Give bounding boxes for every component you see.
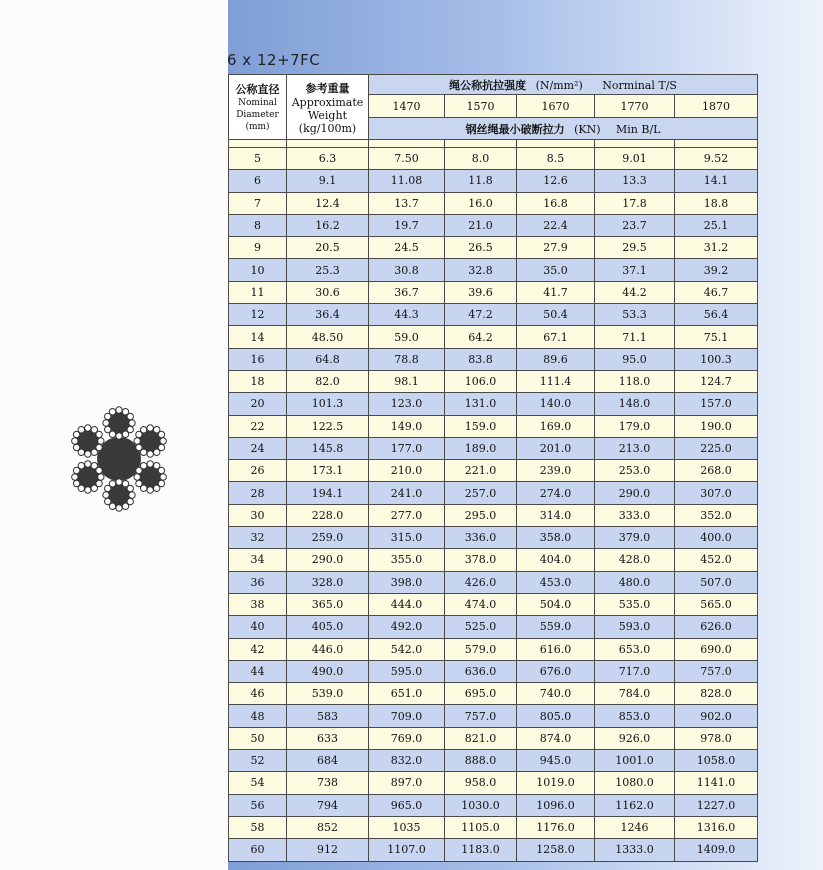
breaking-load-cell: 46.7 bbox=[675, 281, 758, 303]
weight-cell: 405.0 bbox=[287, 616, 369, 638]
table-row bbox=[229, 348, 758, 370]
weight-cell: 794 bbox=[287, 794, 369, 816]
breaking-load-cell: 13.3 bbox=[595, 170, 675, 192]
breaking-load-cell: 1035 bbox=[369, 816, 445, 838]
breaking-load-cell: 965.0 bbox=[369, 794, 445, 816]
diameter-cell: 10 bbox=[229, 259, 287, 281]
breaking-load-cell: 30.8 bbox=[369, 259, 445, 281]
breaking-load-cell: 1258.0 bbox=[517, 839, 595, 861]
breaking-load-cell: 95.0 bbox=[595, 348, 675, 370]
weight-cell: 64.8 bbox=[287, 348, 369, 370]
weight-cell: 30.6 bbox=[287, 281, 369, 303]
weight-cell: 490.0 bbox=[287, 660, 369, 682]
weight-cell: 684 bbox=[287, 750, 369, 772]
breaking-load-cell: 1176.0 bbox=[517, 816, 595, 838]
breaking-load-cell: 1107.0 bbox=[369, 839, 445, 861]
breaking-load-cell: 832.0 bbox=[369, 750, 445, 772]
weight-cell: 6.3 bbox=[287, 148, 369, 170]
breaking-load-cell: 213.0 bbox=[595, 437, 675, 459]
breaking-load-cell: 21.0 bbox=[445, 214, 517, 236]
breaking-load-cell: 400.0 bbox=[675, 527, 758, 549]
weight-cell: 36.4 bbox=[287, 304, 369, 326]
breaking-load-cell: 123.0 bbox=[369, 393, 445, 415]
diameter-header-cn: 公称直径 bbox=[235, 83, 280, 96]
breaking-load-cell: 828.0 bbox=[675, 683, 758, 705]
breaking-load-cell: 314.0 bbox=[517, 504, 595, 526]
breaking-load-cell: 1316.0 bbox=[675, 816, 758, 838]
table-row bbox=[229, 593, 758, 615]
breaking-load-unit: (KN) bbox=[574, 122, 601, 136]
weight-cell: 365.0 bbox=[287, 593, 369, 615]
breaking-load-cell: 31.2 bbox=[675, 237, 758, 259]
diameter-cell: 30 bbox=[229, 504, 287, 526]
breaking-load-cell: 11.8 bbox=[445, 170, 517, 192]
breaking-load-cell: 695.0 bbox=[445, 683, 517, 705]
breaking-load-cell: 14.1 bbox=[675, 170, 758, 192]
breaking-load-cell: 453.0 bbox=[517, 571, 595, 593]
breaking-load-cell: 784.0 bbox=[595, 683, 675, 705]
diameter-cell: 34 bbox=[229, 549, 287, 571]
table-row bbox=[229, 683, 758, 705]
weight-cell: 194.1 bbox=[287, 482, 369, 504]
breaking-load-cell: 9.52 bbox=[675, 148, 758, 170]
breaking-load-cell: 118.0 bbox=[595, 370, 675, 392]
diameter-cell: 36 bbox=[229, 571, 287, 593]
diameter-cell: 22 bbox=[229, 415, 287, 437]
table-row bbox=[229, 415, 758, 437]
weight-cell: 16.2 bbox=[287, 214, 369, 236]
breaking-load-cell: 111.4 bbox=[517, 370, 595, 392]
table-row bbox=[229, 616, 758, 638]
breaking-load-cell: 1227.0 bbox=[675, 794, 758, 816]
breaking-load-cell: 1141.0 bbox=[675, 772, 758, 794]
breaking-load-cell: 277.0 bbox=[369, 504, 445, 526]
breaking-load-cell: 190.0 bbox=[675, 415, 758, 437]
breaking-load-cell: 39.2 bbox=[675, 259, 758, 281]
diameter-cell: 40 bbox=[229, 616, 287, 638]
breaking-load-cell: 225.0 bbox=[675, 437, 758, 459]
breaking-load-cell: 535.0 bbox=[595, 593, 675, 615]
breaking-load-cell: 504.0 bbox=[517, 593, 595, 615]
breaking-load-cell: 23.7 bbox=[595, 214, 675, 236]
table-row bbox=[229, 393, 758, 415]
weight-cell: 912 bbox=[287, 839, 369, 861]
weight-cell: 173.1 bbox=[287, 460, 369, 482]
breaking-load-cell: 67.1 bbox=[517, 326, 595, 348]
table-row bbox=[229, 660, 758, 682]
breaking-load-cell: 480.0 bbox=[595, 571, 675, 593]
breaking-load-cell: 18.8 bbox=[675, 192, 758, 214]
strength-header-unit: (N/mm²) bbox=[535, 78, 583, 92]
breaking-load-cell: 124.7 bbox=[675, 370, 758, 392]
breaking-load-cell: 492.0 bbox=[369, 616, 445, 638]
breaking-load-cell: 148.0 bbox=[595, 393, 675, 415]
breaking-load-cell: 106.0 bbox=[445, 370, 517, 392]
breaking-load-cell: 64.2 bbox=[445, 326, 517, 348]
grade-1470: 1470 bbox=[369, 95, 445, 118]
breaking-load-cell: 616.0 bbox=[517, 638, 595, 660]
breaking-load-cell: 8.5 bbox=[517, 148, 595, 170]
diameter-cell: 54 bbox=[229, 772, 287, 794]
breaking-load-cell: 358.0 bbox=[517, 527, 595, 549]
breaking-load-cell: 201.0 bbox=[517, 437, 595, 459]
breaking-load-cell: 333.0 bbox=[595, 504, 675, 526]
table-row bbox=[229, 259, 758, 281]
breaking-load-cell: 17.8 bbox=[595, 192, 675, 214]
weight-cell: 259.0 bbox=[287, 527, 369, 549]
breaking-load-cell: 9.01 bbox=[595, 148, 675, 170]
breaking-load-cell: 651.0 bbox=[369, 683, 445, 705]
weight-header-unit: (kg/100m) bbox=[298, 121, 357, 135]
diameter-cell: 28 bbox=[229, 482, 287, 504]
breaking-load-cell: 75.1 bbox=[675, 326, 758, 348]
grade-1670: 1670 bbox=[517, 95, 595, 118]
weight-header-en1: Approximate bbox=[291, 95, 364, 109]
breaking-load-cell: 13.7 bbox=[369, 192, 445, 214]
diameter-cell: 6 bbox=[229, 170, 287, 192]
breaking-load-cell: 50.4 bbox=[517, 304, 595, 326]
diameter-cell: 26 bbox=[229, 460, 287, 482]
breaking-load-cell: 11.08 bbox=[369, 170, 445, 192]
breaking-load-cell: 1030.0 bbox=[445, 794, 517, 816]
table-row bbox=[229, 527, 758, 549]
breaking-load-cell: 404.0 bbox=[517, 549, 595, 571]
diameter-header bbox=[229, 75, 287, 140]
weight-cell: 539.0 bbox=[287, 683, 369, 705]
breaking-load-cell: 210.0 bbox=[369, 460, 445, 482]
breaking-load-cell: 709.0 bbox=[369, 705, 445, 727]
breaking-load-cell: 336.0 bbox=[445, 527, 517, 549]
breaking-load-cell: 169.0 bbox=[517, 415, 595, 437]
diameter-cell: 38 bbox=[229, 593, 287, 615]
breaking-load-cell: 241.0 bbox=[369, 482, 445, 504]
breaking-load-cn: 钢丝绳最小破断拉力 bbox=[465, 122, 565, 136]
breaking-load-cell: 653.0 bbox=[595, 638, 675, 660]
breaking-load-cell: 221.0 bbox=[445, 460, 517, 482]
table-row bbox=[229, 304, 758, 326]
breaking-load-cell: 7.50 bbox=[369, 148, 445, 170]
weight-cell: 82.0 bbox=[287, 370, 369, 392]
breaking-load-cell: 1001.0 bbox=[595, 750, 675, 772]
breaking-load-cell: 945.0 bbox=[517, 750, 595, 772]
weight-header-en2: Weight bbox=[308, 108, 347, 122]
breaking-load-cell: 1105.0 bbox=[445, 816, 517, 838]
breaking-load-cell: 565.0 bbox=[675, 593, 758, 615]
breaking-load-cell: 902.0 bbox=[675, 705, 758, 727]
breaking-load-cell: 315.0 bbox=[369, 527, 445, 549]
weight-cell: 228.0 bbox=[287, 504, 369, 526]
breaking-load-cell: 1409.0 bbox=[675, 839, 758, 861]
strength-header bbox=[369, 75, 758, 95]
diameter-cell: 42 bbox=[229, 638, 287, 660]
weight-cell: 633 bbox=[287, 727, 369, 749]
breaking-load-cell: 717.0 bbox=[595, 660, 675, 682]
table-row bbox=[229, 727, 758, 749]
breaking-load-cell: 44.3 bbox=[369, 304, 445, 326]
diameter-cell: 24 bbox=[229, 437, 287, 459]
breaking-load-cell: 542.0 bbox=[369, 638, 445, 660]
breaking-load-cell: 757.0 bbox=[445, 705, 517, 727]
weight-cell: 48.50 bbox=[287, 326, 369, 348]
breaking-load-cell: 71.1 bbox=[595, 326, 675, 348]
breaking-load-cell: 29.5 bbox=[595, 237, 675, 259]
breaking-load-cell: 1019.0 bbox=[517, 772, 595, 794]
breaking-load-cell: 78.8 bbox=[369, 348, 445, 370]
breaking-load-en: Min B/L bbox=[616, 122, 661, 136]
weight-cell: 122.5 bbox=[287, 415, 369, 437]
breaking-load-cell: 26.5 bbox=[445, 237, 517, 259]
weight-cell: 101.3 bbox=[287, 393, 369, 415]
diameter-cell: 20 bbox=[229, 393, 287, 415]
breaking-load-cell: 253.0 bbox=[595, 460, 675, 482]
diameter-cell: 16 bbox=[229, 348, 287, 370]
breaking-load-cell: 140.0 bbox=[517, 393, 595, 415]
table-row bbox=[229, 281, 758, 303]
strength-header-cn: 绳公称抗拉强度 bbox=[449, 78, 527, 92]
table-row bbox=[229, 370, 758, 392]
breaking-load-cell: 874.0 bbox=[517, 727, 595, 749]
breaking-load-cell: 355.0 bbox=[369, 549, 445, 571]
diameter-cell: 9 bbox=[229, 237, 287, 259]
diameter-cell: 5 bbox=[229, 148, 287, 170]
diameter-header-unit: (mm) bbox=[245, 122, 270, 132]
breaking-load-cell: 626.0 bbox=[675, 616, 758, 638]
breaking-load-cell: 1162.0 bbox=[595, 794, 675, 816]
breaking-load-cell: 525.0 bbox=[445, 616, 517, 638]
table-row bbox=[229, 571, 758, 593]
table-row bbox=[229, 750, 758, 772]
breaking-load-cell: 59.0 bbox=[369, 326, 445, 348]
diameter-cell: 12 bbox=[229, 304, 287, 326]
breaking-load-cell: 36.7 bbox=[369, 281, 445, 303]
breaking-load-cell: 444.0 bbox=[369, 593, 445, 615]
breaking-load-cell: 690.0 bbox=[675, 638, 758, 660]
breaking-load-cell: 100.3 bbox=[675, 348, 758, 370]
diameter-cell: 46 bbox=[229, 683, 287, 705]
breaking-load-cell: 757.0 bbox=[675, 660, 758, 682]
breaking-load-cell: 307.0 bbox=[675, 482, 758, 504]
diameter-cell: 8 bbox=[229, 214, 287, 236]
breaking-load-cell: 159.0 bbox=[445, 415, 517, 437]
table-row bbox=[229, 482, 758, 504]
breaking-load-cell: 676.0 bbox=[517, 660, 595, 682]
table-row bbox=[229, 148, 758, 170]
breaking-load-cell: 853.0 bbox=[595, 705, 675, 727]
breaking-load-cell: 559.0 bbox=[517, 616, 595, 638]
table-row bbox=[229, 437, 758, 459]
table-row bbox=[229, 170, 758, 192]
breaking-load-cell: 35.0 bbox=[517, 259, 595, 281]
breaking-load-cell: 1246 bbox=[595, 816, 675, 838]
breaking-load-cell: 27.9 bbox=[517, 237, 595, 259]
breaking-load-cell: 926.0 bbox=[595, 727, 675, 749]
breaking-load-cell: 268.0 bbox=[675, 460, 758, 482]
table-row bbox=[229, 549, 758, 571]
table-row bbox=[229, 504, 758, 526]
diameter-cell: 11 bbox=[229, 281, 287, 303]
breaking-load-cell: 398.0 bbox=[369, 571, 445, 593]
table-row bbox=[229, 794, 758, 816]
table-row bbox=[229, 460, 758, 482]
weight-cell: 446.0 bbox=[287, 638, 369, 660]
breaking-load-cell: 821.0 bbox=[445, 727, 517, 749]
grade-1870: 1870 bbox=[675, 95, 758, 118]
breaking-load-cell: 579.0 bbox=[445, 638, 517, 660]
breaking-load-cell: 179.0 bbox=[595, 415, 675, 437]
weight-header bbox=[287, 75, 369, 140]
breaking-load-cell: 157.0 bbox=[675, 393, 758, 415]
diameter-cell: 58 bbox=[229, 816, 287, 838]
breaking-load-cell: 89.6 bbox=[517, 348, 595, 370]
breaking-load-cell: 769.0 bbox=[369, 727, 445, 749]
rope-construction-title: 6 x 12+7FC bbox=[227, 51, 321, 69]
wire-rope-cross-section-icon bbox=[66, 406, 172, 512]
breaking-load-cell: 37.1 bbox=[595, 259, 675, 281]
breaking-load-cell: 805.0 bbox=[517, 705, 595, 727]
breaking-load-cell: 19.7 bbox=[369, 214, 445, 236]
breaking-load-cell: 426.0 bbox=[445, 571, 517, 593]
breaking-load-cell: 149.0 bbox=[369, 415, 445, 437]
breaking-load-cell: 474.0 bbox=[445, 593, 517, 615]
table-row bbox=[229, 816, 758, 838]
table-row bbox=[229, 237, 758, 259]
breaking-load-cell: 595.0 bbox=[369, 660, 445, 682]
weight-cell: 9.1 bbox=[287, 170, 369, 192]
weight-cell: 145.8 bbox=[287, 437, 369, 459]
breaking-load-cell: 22.4 bbox=[517, 214, 595, 236]
breaking-load-cell: 897.0 bbox=[369, 772, 445, 794]
weight-cell: 328.0 bbox=[287, 571, 369, 593]
diameter-header-en1: Nominal bbox=[238, 98, 277, 108]
breaking-load-cell: 978.0 bbox=[675, 727, 758, 749]
table-row bbox=[229, 772, 758, 794]
strength-header-en: Norminal T/S bbox=[602, 78, 677, 92]
breaking-load-cell: 1058.0 bbox=[675, 750, 758, 772]
diameter-cell: 44 bbox=[229, 660, 287, 682]
table-row bbox=[229, 326, 758, 348]
weight-cell: 20.5 bbox=[287, 237, 369, 259]
breaking-load-cell: 44.2 bbox=[595, 281, 675, 303]
breaking-load-cell: 257.0 bbox=[445, 482, 517, 504]
table-row bbox=[229, 192, 758, 214]
breaking-load-cell: 131.0 bbox=[445, 393, 517, 415]
diameter-cell: 56 bbox=[229, 794, 287, 816]
breaking-load-cell: 452.0 bbox=[675, 549, 758, 571]
diameter-cell: 50 bbox=[229, 727, 287, 749]
breaking-load-cell: 83.8 bbox=[445, 348, 517, 370]
breaking-load-cell: 47.2 bbox=[445, 304, 517, 326]
diameter-cell: 14 bbox=[229, 326, 287, 348]
rope-spec-table bbox=[228, 74, 758, 862]
breaking-load-cell: 378.0 bbox=[445, 549, 517, 571]
breaking-load-cell: 274.0 bbox=[517, 482, 595, 504]
weight-header-cn: 参考重量 bbox=[305, 81, 350, 95]
weight-cell: 290.0 bbox=[287, 549, 369, 571]
diameter-header-en2: Diameter bbox=[236, 110, 279, 120]
breaking-load-cell: 239.0 bbox=[517, 460, 595, 482]
weight-cell: 852 bbox=[287, 816, 369, 838]
weight-cell: 738 bbox=[287, 772, 369, 794]
breaking-load-cell: 1096.0 bbox=[517, 794, 595, 816]
breaking-load-cell: 56.4 bbox=[675, 304, 758, 326]
breaking-load-cell: 177.0 bbox=[369, 437, 445, 459]
breaking-load-cell: 958.0 bbox=[445, 772, 517, 794]
breaking-load-cell: 25.1 bbox=[675, 214, 758, 236]
header-spacer-row bbox=[229, 140, 758, 148]
table-row bbox=[229, 705, 758, 727]
breaking-load-cell: 189.0 bbox=[445, 437, 517, 459]
breaking-load-cell: 24.5 bbox=[369, 237, 445, 259]
diameter-cell: 52 bbox=[229, 750, 287, 772]
spec-table-body bbox=[229, 140, 758, 862]
breaking-load-cell: 12.6 bbox=[517, 170, 595, 192]
breaking-load-cell: 379.0 bbox=[595, 527, 675, 549]
breaking-load-cell: 593.0 bbox=[595, 616, 675, 638]
grade-1770: 1770 bbox=[595, 95, 675, 118]
breaking-load-cell: 636.0 bbox=[445, 660, 517, 682]
breaking-load-cell: 295.0 bbox=[445, 504, 517, 526]
breaking-load-cell: 428.0 bbox=[595, 549, 675, 571]
breaking-load-cell: 1333.0 bbox=[595, 839, 675, 861]
breaking-load-cell: 290.0 bbox=[595, 482, 675, 504]
breaking-load-cell: 53.3 bbox=[595, 304, 675, 326]
diameter-cell: 18 bbox=[229, 370, 287, 392]
breaking-load-cell: 1080.0 bbox=[595, 772, 675, 794]
breaking-load-cell: 16.0 bbox=[445, 192, 517, 214]
breaking-load-cell: 740.0 bbox=[517, 683, 595, 705]
table-row bbox=[229, 214, 758, 236]
breaking-load-cell: 1183.0 bbox=[445, 839, 517, 861]
breaking-load-cell: 16.8 bbox=[517, 192, 595, 214]
breaking-load-cell: 507.0 bbox=[675, 571, 758, 593]
breaking-load-cell: 8.0 bbox=[445, 148, 517, 170]
breaking-load-cell: 888.0 bbox=[445, 750, 517, 772]
diameter-cell: 48 bbox=[229, 705, 287, 727]
diameter-cell: 7 bbox=[229, 192, 287, 214]
breaking-load-cell: 41.7 bbox=[517, 281, 595, 303]
breaking-load-cell: 352.0 bbox=[675, 504, 758, 526]
weight-cell: 583 bbox=[287, 705, 369, 727]
weight-cell: 25.3 bbox=[287, 259, 369, 281]
grade-1570: 1570 bbox=[445, 95, 517, 118]
diameter-cell: 60 bbox=[229, 839, 287, 861]
breaking-load-cell: 39.6 bbox=[445, 281, 517, 303]
weight-cell: 12.4 bbox=[287, 192, 369, 214]
table-row bbox=[229, 839, 758, 861]
diameter-cell: 32 bbox=[229, 527, 287, 549]
breaking-load-header bbox=[369, 118, 758, 140]
breaking-load-cell: 98.1 bbox=[369, 370, 445, 392]
table-row bbox=[229, 638, 758, 660]
breaking-load-cell: 32.8 bbox=[445, 259, 517, 281]
